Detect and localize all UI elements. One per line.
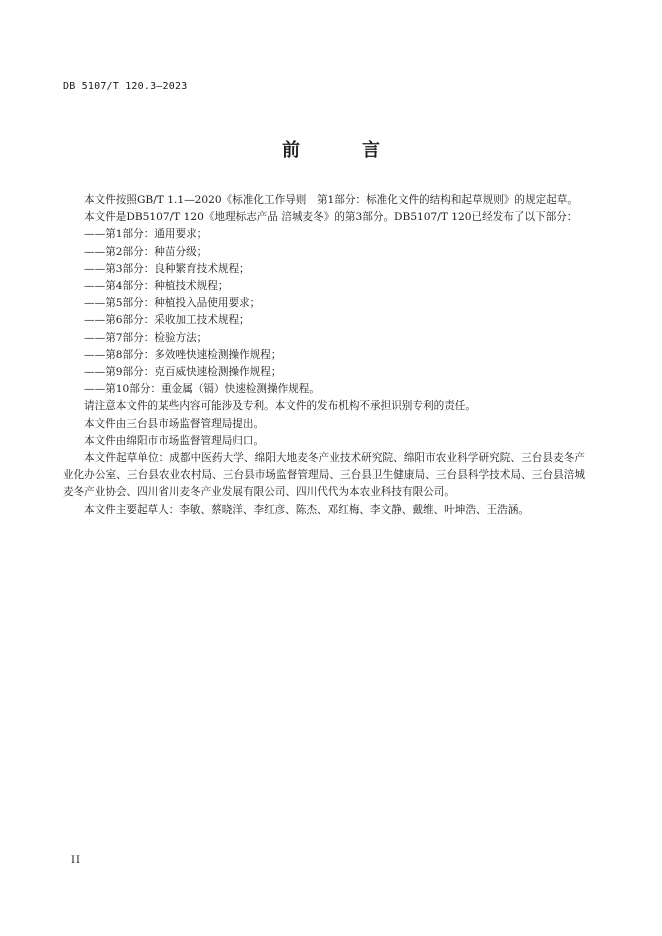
list-item: ——第5部分：种植投入品使用要求； xyxy=(84,297,261,310)
paragraph-proposer: 本文件由三台县市场监督管理局提出。 xyxy=(84,417,265,430)
list-item: ——第10部分：重金属（镉）快速检测操作规程。 xyxy=(84,383,320,396)
paragraph-drafting-units: 本文件起草单位：成都中医药大学、绵阳大地麦冬产业技术研究院、绵阳市农业科学研究院、三台县麦冬产业化办公室、三台县农业农村局、三台县市场监督管理局、三台县卫生健康局、三台县科学技术局、三台县涪城麦冬产业协会、四川省川麦冬产业发展有限公司、四川代代为本农业科技有限公司。 xyxy=(63,452,585,499)
list-item: ——第7部分：检验方法； xyxy=(84,331,208,344)
list-item: ——第6部分：采收加工技术规程； xyxy=(84,314,250,327)
list-item: ——第3部分：良种繁育技术规程； xyxy=(84,262,250,275)
document-code: DB 5107/T 120.3—2023 xyxy=(63,81,188,92)
paragraph-administrator: 本文件由绵阳市市场监督管理局归口。 xyxy=(84,434,265,447)
paragraph-part-intro: 本文件是DB5107/T 120《地理标志产品 涪城麦冬》的第3部分。DB5107/T 120已经发布了以下部分： xyxy=(84,211,578,224)
list-item: ——第9部分：克百威快速检测操作规程； xyxy=(84,366,282,379)
list-item: ——第4部分：种植技术规程； xyxy=(84,280,229,293)
list-item: ——第8部分：多效唑快速检测操作规程； xyxy=(84,348,282,361)
paragraph-patent-notice: 请注意本文件的某些内容可能涉及专利。本文件的发布机构不承担识别专利的责任。 xyxy=(84,400,476,413)
list-item: ——第1部分：通用要求； xyxy=(84,228,208,241)
page-number: II xyxy=(71,855,81,866)
paragraph-drafters: 本文件主要起草人：李敏、蔡晓洋、李红彦、陈杰、邓红梅、李文静、戴维、叶坤浩、王浩涵。 xyxy=(84,503,529,516)
preface-body xyxy=(63,192,585,519)
paragraph-drafting-rules: 本文件按照GB/T 1.1—2020《标准化工作导则 第1部分：标准化文件的结构和起草规则》的规定起草。 xyxy=(84,194,578,206)
list-item: ——第2部分：种苗分级； xyxy=(84,245,208,258)
page-title: 前 言 xyxy=(282,140,402,161)
parts-list xyxy=(63,226,585,398)
